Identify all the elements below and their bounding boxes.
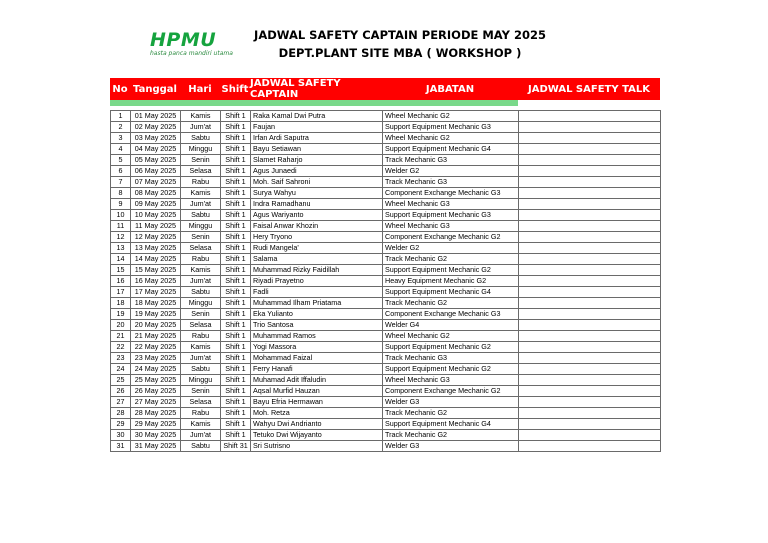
date-cell: 05 May 2025	[131, 155, 181, 166]
header-captain: JADWAL SAFETY CAPTAIN	[250, 78, 382, 100]
table-row	[111, 144, 661, 155]
table-row	[111, 221, 661, 232]
date-cell: 04 May 2025	[131, 144, 181, 155]
table-row	[111, 133, 661, 144]
position-cell: Heavy Equipment Mechanic G2	[383, 276, 519, 287]
page-title: JADWAL SAFETY CAPTAIN PERIODE MAY 2025	[254, 28, 546, 42]
shift-cell: Shift 1	[221, 309, 251, 320]
row-number: 7	[111, 177, 131, 188]
row-number: 25	[111, 375, 131, 386]
header-jabatan: JABATAN	[382, 78, 518, 100]
safety-talk-cell	[519, 331, 661, 342]
captain-name-cell: Moh. Saif Sahroni	[251, 177, 383, 188]
safety-talk-cell	[519, 188, 661, 199]
row-number: 31	[111, 441, 131, 452]
position-cell: Welder G3	[383, 397, 519, 408]
position-cell: Component Exchange Mechanic G2	[383, 232, 519, 243]
table-row	[111, 265, 661, 276]
day-cell: Senin	[181, 155, 221, 166]
position-cell: Welder G2	[383, 166, 519, 177]
day-cell: Kamis	[181, 111, 221, 122]
date-cell: 20 May 2025	[131, 320, 181, 331]
safety-talk-cell	[519, 430, 661, 441]
position-cell: Support Equipment Mechanic G4	[383, 287, 519, 298]
header-band	[110, 100, 518, 106]
shift-cell: Shift 1	[221, 342, 251, 353]
position-cell: Component Exchange Mechanic G2	[383, 386, 519, 397]
shift-cell: Shift 1	[221, 353, 251, 364]
safety-talk-cell	[519, 111, 661, 122]
row-number: 26	[111, 386, 131, 397]
safety-talk-cell	[519, 298, 661, 309]
day-cell: Rabu	[181, 331, 221, 342]
date-cell: 22 May 2025	[131, 342, 181, 353]
shift-cell: Shift 1	[221, 386, 251, 397]
day-cell: Jum'at	[181, 430, 221, 441]
shift-cell: Shift 1	[221, 265, 251, 276]
table-row	[111, 320, 661, 331]
safety-talk-cell	[519, 133, 661, 144]
shift-cell: Shift 1	[221, 177, 251, 188]
row-number: 9	[111, 199, 131, 210]
day-cell: Selasa	[181, 166, 221, 177]
row-number: 13	[111, 243, 131, 254]
captain-name-cell: Indra Ramadhanu	[251, 199, 383, 210]
position-cell: Track Mechanic G2	[383, 254, 519, 265]
header-hari: Hari	[180, 78, 220, 100]
day-cell: Kamis	[181, 342, 221, 353]
safety-talk-cell	[519, 419, 661, 430]
safety-talk-cell	[519, 177, 661, 188]
safety-talk-cell	[519, 276, 661, 287]
position-cell: Track Mechanic G3	[383, 177, 519, 188]
day-cell: Senin	[181, 232, 221, 243]
position-cell: Wheel Mechanic G2	[383, 133, 519, 144]
safety-talk-cell	[519, 386, 661, 397]
date-cell: 08 May 2025	[131, 188, 181, 199]
captain-name-cell: Trio Santosa	[251, 320, 383, 331]
row-number: 2	[111, 122, 131, 133]
day-cell: Kamis	[181, 188, 221, 199]
safety-talk-cell	[519, 144, 661, 155]
captain-name-cell: Agus Junaedi	[251, 166, 383, 177]
captain-name-cell: Surya Wahyu	[251, 188, 383, 199]
header-shift: Shift	[220, 78, 250, 100]
schedule-table	[110, 110, 661, 452]
day-cell: Sabtu	[181, 441, 221, 452]
row-number: 11	[111, 221, 131, 232]
row-number: 22	[111, 342, 131, 353]
position-cell: Track Mechanic G3	[383, 353, 519, 364]
shift-cell: Shift 1	[221, 210, 251, 221]
day-cell: Minggu	[181, 298, 221, 309]
shift-cell: Shift 1	[221, 133, 251, 144]
safety-talk-cell	[519, 243, 661, 254]
table-row	[111, 166, 661, 177]
logo-tagline: hasta panca mandiri utama	[150, 50, 233, 57]
shift-cell: Shift 1	[221, 430, 251, 441]
captain-name-cell: Eka Yulianto	[251, 309, 383, 320]
captain-name-cell: Bayu Setiawan	[251, 144, 383, 155]
table-row	[111, 441, 661, 452]
day-cell: Jum'at	[181, 122, 221, 133]
shift-cell: Shift 1	[221, 375, 251, 386]
shift-cell: Shift 1	[221, 221, 251, 232]
table-row	[111, 430, 661, 441]
row-number: 12	[111, 232, 131, 243]
date-cell: 30 May 2025	[131, 430, 181, 441]
table-row	[111, 188, 661, 199]
position-cell: Support Equipment Mechanic G4	[383, 144, 519, 155]
captain-name-cell: Muhammad Ilham Priatama	[251, 298, 383, 309]
captain-name-cell: Tetuko Dwi Wijayanto	[251, 430, 383, 441]
table-row	[111, 287, 661, 298]
shift-cell: Shift 1	[221, 419, 251, 430]
day-cell: Sabtu	[181, 364, 221, 375]
table-row	[111, 243, 661, 254]
date-cell: 14 May 2025	[131, 254, 181, 265]
shift-cell: Shift 1	[221, 144, 251, 155]
safety-talk-cell	[519, 221, 661, 232]
safety-talk-cell	[519, 166, 661, 177]
position-cell: Wheel Mechanic G3	[383, 221, 519, 232]
shift-cell: Shift 1	[221, 397, 251, 408]
captain-name-cell: Agus Wariyanto	[251, 210, 383, 221]
shift-cell: Shift 1	[221, 331, 251, 342]
row-number: 5	[111, 155, 131, 166]
table-row	[111, 122, 661, 133]
table-row	[111, 342, 661, 353]
position-cell: Component Exchange Mechanic G3	[383, 309, 519, 320]
shift-cell: Shift 1	[221, 243, 251, 254]
row-number: 24	[111, 364, 131, 375]
row-number: 10	[111, 210, 131, 221]
safety-talk-cell	[519, 320, 661, 331]
date-cell: 07 May 2025	[131, 177, 181, 188]
captain-name-cell: Irfan Ardi Saputra	[251, 133, 383, 144]
shift-cell: Shift 1	[221, 287, 251, 298]
shift-cell: Shift 1	[221, 408, 251, 419]
position-cell: Wheel Mechanic G2	[383, 111, 519, 122]
shift-cell: Shift 1	[221, 276, 251, 287]
shift-cell: Shift 1	[221, 111, 251, 122]
day-cell: Sabtu	[181, 287, 221, 298]
table-row	[111, 254, 661, 265]
date-cell: 17 May 2025	[131, 287, 181, 298]
row-number: 20	[111, 320, 131, 331]
day-cell: Jum'at	[181, 353, 221, 364]
row-number: 4	[111, 144, 131, 155]
table-row	[111, 397, 661, 408]
captain-name-cell: Sri Sutrisno	[251, 441, 383, 452]
day-cell: Rabu	[181, 177, 221, 188]
schedule-table-body	[111, 111, 661, 452]
date-cell: 09 May 2025	[131, 199, 181, 210]
safety-talk-cell	[519, 364, 661, 375]
date-cell: 26 May 2025	[131, 386, 181, 397]
table-row	[111, 276, 661, 287]
safety-talk-cell	[519, 210, 661, 221]
day-cell: Jum'at	[181, 199, 221, 210]
safety-talk-cell	[519, 265, 661, 276]
row-number: 1	[111, 111, 131, 122]
day-cell: Rabu	[181, 254, 221, 265]
position-cell: Support Equipment Mechanic G2	[383, 265, 519, 276]
captain-name-cell: Muhammad Ramos	[251, 331, 383, 342]
captain-name-cell: Wahyu Dwi Andrianto	[251, 419, 383, 430]
shift-cell: Shift 1	[221, 122, 251, 133]
safety-talk-cell	[519, 309, 661, 320]
day-cell: Senin	[181, 309, 221, 320]
date-cell: 31 May 2025	[131, 441, 181, 452]
logo-brand: HPMU	[150, 29, 217, 51]
row-number: 19	[111, 309, 131, 320]
row-number: 23	[111, 353, 131, 364]
date-cell: 28 May 2025	[131, 408, 181, 419]
day-cell: Minggu	[181, 221, 221, 232]
captain-name-cell: Mohammad Faizal	[251, 353, 383, 364]
table-row	[111, 177, 661, 188]
date-cell: 27 May 2025	[131, 397, 181, 408]
row-number: 3	[111, 133, 131, 144]
day-cell: Jum'at	[181, 276, 221, 287]
safety-talk-cell	[519, 397, 661, 408]
date-cell: 19 May 2025	[131, 309, 181, 320]
shift-cell: Shift 1	[221, 188, 251, 199]
position-cell: Wheel Mechanic G3	[383, 375, 519, 386]
day-cell: Selasa	[181, 397, 221, 408]
captain-name-cell: Salama	[251, 254, 383, 265]
table-row	[111, 408, 661, 419]
row-number: 16	[111, 276, 131, 287]
date-cell: 29 May 2025	[131, 419, 181, 430]
day-cell: Sabtu	[181, 133, 221, 144]
shift-cell: Shift 1	[221, 320, 251, 331]
safety-talk-cell	[519, 232, 661, 243]
captain-name-cell: Bayu Efria Hermawan	[251, 397, 383, 408]
row-number: 15	[111, 265, 131, 276]
safety-talk-cell	[519, 122, 661, 133]
captain-name-cell: Muhamad Adit Iffaludin	[251, 375, 383, 386]
day-cell: Selasa	[181, 320, 221, 331]
date-cell: 13 May 2025	[131, 243, 181, 254]
safety-talk-cell	[519, 408, 661, 419]
day-cell: Minggu	[181, 144, 221, 155]
shift-cell: Shift 1	[221, 254, 251, 265]
safety-talk-cell	[519, 199, 661, 210]
date-cell: 12 May 2025	[131, 232, 181, 243]
safety-talk-cell	[519, 287, 661, 298]
shift-cell: Shift 1	[221, 199, 251, 210]
safety-talk-cell	[519, 375, 661, 386]
date-cell: 06 May 2025	[131, 166, 181, 177]
captain-name-cell: Riyadi Prayetno	[251, 276, 383, 287]
safety-talk-cell	[519, 353, 661, 364]
table-row	[111, 375, 661, 386]
position-cell: Track Mechanic G2	[383, 430, 519, 441]
row-number: 14	[111, 254, 131, 265]
date-cell: 11 May 2025	[131, 221, 181, 232]
shift-cell: Shift 1	[221, 166, 251, 177]
position-cell: Support Equipment Mechanic G3	[383, 210, 519, 221]
day-cell: Minggu	[181, 375, 221, 386]
safety-talk-cell	[519, 155, 661, 166]
shift-cell: Shift 1	[221, 155, 251, 166]
day-cell: Kamis	[181, 265, 221, 276]
day-cell: Kamis	[181, 419, 221, 430]
table-row	[111, 364, 661, 375]
row-number: 8	[111, 188, 131, 199]
row-number: 17	[111, 287, 131, 298]
table-row	[111, 298, 661, 309]
shift-cell: Shift 1	[221, 364, 251, 375]
captain-name-cell: Faujan	[251, 122, 383, 133]
position-cell: Support Equipment Mechanic G3	[383, 122, 519, 133]
safety-talk-cell	[519, 441, 661, 452]
header-safety-talk: JADWAL SAFETY TALK	[518, 78, 660, 100]
position-cell: Welder G2	[383, 243, 519, 254]
table-row	[111, 353, 661, 364]
position-cell: Welder G3	[383, 441, 519, 452]
table-row	[111, 111, 661, 122]
row-number: 21	[111, 331, 131, 342]
table-row	[111, 386, 661, 397]
day-cell: Rabu	[181, 408, 221, 419]
date-cell: 24 May 2025	[131, 364, 181, 375]
row-number: 6	[111, 166, 131, 177]
date-cell: 02 May 2025	[131, 122, 181, 133]
table-row	[111, 309, 661, 320]
safety-talk-cell	[519, 342, 661, 353]
day-cell: Sabtu	[181, 210, 221, 221]
captain-name-cell: Ferry Hanafi	[251, 364, 383, 375]
date-cell: 23 May 2025	[131, 353, 181, 364]
row-number: 29	[111, 419, 131, 430]
captain-name-cell: Yogi Massora	[251, 342, 383, 353]
table-row	[111, 232, 661, 243]
position-cell: Support Equipment Mechanic G2	[383, 364, 519, 375]
shift-cell: Shift 1	[221, 232, 251, 243]
row-number: 28	[111, 408, 131, 419]
position-cell: Track Mechanic G2	[383, 298, 519, 309]
table-row	[111, 210, 661, 221]
position-cell: Track Mechanic G2	[383, 408, 519, 419]
position-cell: Welder G4	[383, 320, 519, 331]
captain-name-cell: Rudi Mangela'	[251, 243, 383, 254]
date-cell: 16 May 2025	[131, 276, 181, 287]
page-subtitle: DEPT.PLANT SITE MBA ( WORKSHOP )	[278, 46, 522, 60]
position-cell: Support Equipment Mechanic G4	[383, 419, 519, 430]
date-cell: 18 May 2025	[131, 298, 181, 309]
day-cell: Senin	[181, 386, 221, 397]
captain-name-cell: Faisal Anwar Khozin	[251, 221, 383, 232]
captain-name-cell: Aqsal Murfid Hauzan	[251, 386, 383, 397]
captain-name-cell: Slamet Raharjo	[251, 155, 383, 166]
table-row	[111, 155, 661, 166]
date-cell: 25 May 2025	[131, 375, 181, 386]
table-row	[111, 199, 661, 210]
date-cell: 01 May 2025	[131, 111, 181, 122]
row-number: 27	[111, 397, 131, 408]
position-cell: Wheel Mechanic G2	[383, 331, 519, 342]
header-no: No	[110, 78, 130, 100]
row-number: 18	[111, 298, 131, 309]
date-cell: 10 May 2025	[131, 210, 181, 221]
position-cell: Track Mechanic G3	[383, 155, 519, 166]
table-row	[111, 331, 661, 342]
safety-talk-cell	[519, 254, 661, 265]
table-row	[111, 419, 661, 430]
captain-name-cell: Fadli	[251, 287, 383, 298]
captain-name-cell: Hery Tryono	[251, 232, 383, 243]
captain-name-cell: Moh. Retza	[251, 408, 383, 419]
captain-name-cell: Raka Kamal Dwi Putra	[251, 111, 383, 122]
date-cell: 21 May 2025	[131, 331, 181, 342]
position-cell: Support Equipment Mechanic G2	[383, 342, 519, 353]
captain-name-cell: Muhammad Rizky Faidillah	[251, 265, 383, 276]
date-cell: 15 May 2025	[131, 265, 181, 276]
day-cell: Selasa	[181, 243, 221, 254]
date-cell: 03 May 2025	[131, 133, 181, 144]
position-cell: Wheel Mechanic G3	[383, 199, 519, 210]
header-tanggal: Tanggal	[130, 78, 180, 100]
row-number: 30	[111, 430, 131, 441]
position-cell: Component Exchange Mechanic G3	[383, 188, 519, 199]
shift-cell: Shift 1	[221, 298, 251, 309]
shift-cell: Shift 31	[221, 441, 251, 452]
